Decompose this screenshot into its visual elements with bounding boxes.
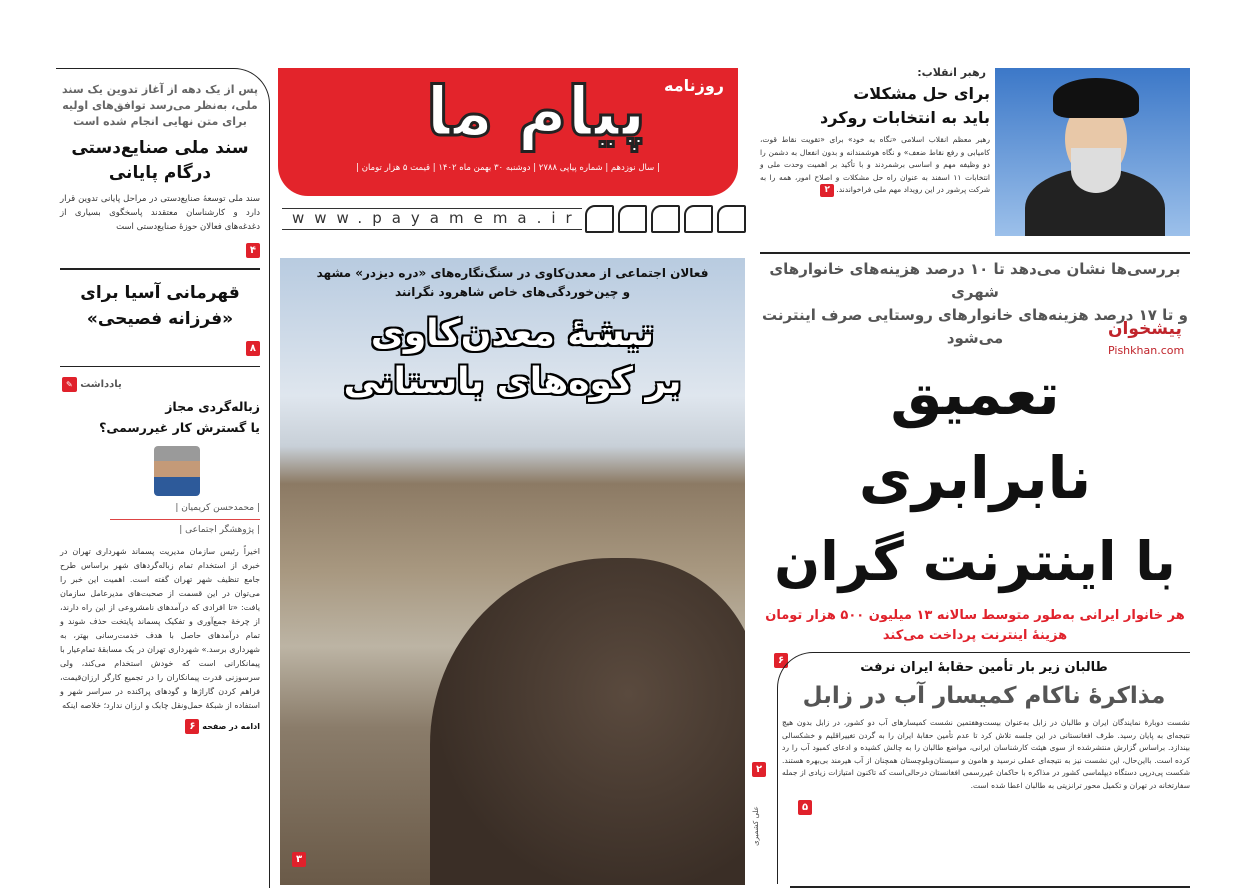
note-section-label: یادداشت <box>80 379 122 390</box>
page-badge: ۶ <box>185 719 199 734</box>
story-body: سند ملی توسعهٔ صنایع‌دستی در مراحل پایانی تدوین قرار دارد و کارشناسان معتقدند پاسخگوی بسیاری از دغدغه‌های فعالان حوزهٔ صنایع‌دستی است <box>60 194 260 232</box>
photo-story-kicker: فعالان اجتماعی از معدن‌کاوی در سنگ‌نگاره‌های «دره دیزدر» مشهد و چین‌خوردگی‌های خاص شاهرود نگرانند <box>316 266 709 299</box>
page-badge: ۳ <box>292 852 306 867</box>
website-url[interactable]: www.payamema.ir <box>282 208 582 230</box>
continued-label: ادامه در صفحه <box>202 722 260 731</box>
masthead[interactable] <box>278 68 738 196</box>
logo-boxes <box>585 205 746 233</box>
left-column <box>56 68 270 888</box>
page-badge: ۸ <box>246 341 260 356</box>
leader-story[interactable] <box>760 66 990 197</box>
note-body: اخیراً رئیس سازمان مدیریت پسماند شهرداری تهران در خبری از استخدام تمام زباله‌گردهای شهر براساس طرح جامع تنظیف شهر تهران گفته است. اهمیت این خبر را می‌توان در این قسمت از صحبت‌های مدیرعامل سازمان یافت: «تا افرادی که درآمدهای نامشروعی از این راه دارند، از چرخهٔ جمع‌آوری و تفکیک پسماند پایتخت حذف شوند و تمام درآمدهای حاصل با هدف خدمت‌رسانی بهتر، به شهرداری برسد.» شهرداری تهران در یک مسابقهٔ تمام‌عیار با پیمانکارانی است که خودش استخدام می‌کند، ولی سرسوزنی قدرت پیمانکاران را در تجمیع کارگر ارزان‌قیمت، فراهم کردن گاراژها و گودهای پراکنده در سراسر شهر و استفاده از شبکهٔ حمل‌ونقل چابک و ارزان ندارد؛ خلاصه اینکه <box>60 547 260 710</box>
story-title: مذاکرهٔ ناکام کمیسار آب در زابل <box>802 683 1166 709</box>
story-body: رهبر معظم انقلاب اسلامی «نگاه به خود» برای «تقویت نقاط قوت، کامیابی و رفع نقاط ضعف» و نگاه هوشمندانه و بدون انفعال به دشمن را دو وظیفه مهم و اساسی برشمردند و با تأکید بر اهمیت وحدت ملی و انتخابات ۱۱ اسفند به عنوان راه حل مشکلات و اصلاح امور، همه را به شرکت پرشور در این رویداد مهم ملی فراخواندند. ۲ <box>760 135 990 195</box>
page-badge: ۴ <box>246 243 260 258</box>
watermark: پیشخوان <box>1108 319 1182 339</box>
note-title: زباله‌گردی مجاز یا گسترش کار غیررسمی؟ <box>99 399 260 435</box>
page-badge: ۶ <box>774 653 788 668</box>
masthead-prefix: روزنامه <box>664 76 724 95</box>
main-title: تعمیق نابرابری با اینترنت گران <box>774 360 1176 593</box>
main-subtitle: هر خانوار ایرانی به‌طور متوسط سالانه ۱۳ میلیون ۵۰۰ هزار تومان هزینهٔ اینترنت پرداخت می‌کند <box>765 608 1185 643</box>
story-body: نشست دوبارهٔ نمایندگان ایران و طالبان در زابل به‌عنوان بیست‌وهفتمین نشست کمیسارهای آب دو کشور، در زابل بدون هیچ نتیجه‌ای به پایان رسید. طرف افغانستانی در این جلسه تلاش کرد تا عدم تأمین حقابهٔ ایران را به گردن تغییراقلیم و خشکسالی بیندازد. براساس گزارش منتشرشده از سوی هیئت کارشناسان ایرانی، مواضع طالبان را به چالش کشیده و ادعای کمبود آب را رد کرده است. بااین‌حال، این نشست نیز به نتیجه‌ای عملی نرسید و هامون و سیستان‌وبلوچستان همچنان از آب هیرمند بی‌بهره هستند. شکست پی‌درپی دستگاه دیپلماسی کشور در مذاکره با حاکمان غیررسمی افغانستان درحالی‌است که تاکنون امتیازات زیادی از جمله سفارتخانه در تهران و تکمیل محور ترانزیتی به طالبان اعطا شده است. <box>782 718 1190 790</box>
story-title: قهرمانی آسیا برای «فرزانه فصیحی» <box>80 282 240 329</box>
story-kicker: پس از یک دهه از آغاز تدوین یک سند ملی، به‌نظر می‌رسد توافق‌های اولیه برای متن نهایی انجام شده است <box>61 83 258 128</box>
story-title: سند ملی صنایع‌دستی درگام پایانی <box>71 138 249 183</box>
author-role: | پژوهشگر اجتماعی | <box>179 525 260 535</box>
story-handicrafts[interactable] <box>60 82 260 258</box>
petroglyph-rock-image <box>430 558 745 885</box>
photo-story[interactable] <box>280 258 745 885</box>
main-kicker: بررسی‌ها نشان می‌دهد تا ۱۰ درصد هزینه‌های خانوارهای شهری و تا ۱۷ درصد هزینه‌های خانوارهای روستایی صرف اینترنت می‌شود <box>762 260 1188 347</box>
photo-credit: علی کشمیری <box>751 806 760 846</box>
story-kicker: رهبر انقلاب: <box>917 66 986 79</box>
photo-story-title: تیشهٔ معدن‌کاوی بر کوه‌های باستانی <box>343 313 682 402</box>
page-badge: ۵ <box>798 800 812 815</box>
story-fasihi[interactable] <box>60 280 260 356</box>
credit-page-badge: ۲ <box>752 762 766 777</box>
issue-line: | سال نوزدهم | شماره پیاپی ۲۷۸۸ | دوشنبه ۳۰ بهمن ماه ۱۴۰۲ | قیمت ۵ هزار تومان | <box>356 163 660 173</box>
watermark-latin: Pishkhan.com <box>1108 344 1185 357</box>
page-badge: ۲ <box>820 184 834 197</box>
story-kicker: طالبان زیر بار تأمین حقابهٔ ایران نرفت <box>860 660 1108 675</box>
opinion-note[interactable] <box>60 377 260 734</box>
author-avatar <box>154 446 200 496</box>
leader-portrait <box>995 68 1190 236</box>
author-name: | محمدحسن کریمیان | <box>110 502 260 520</box>
taliban-story[interactable] <box>777 652 1190 884</box>
newspaper-logo: پیام ما <box>426 73 646 152</box>
story-title: برای حل مشکلات باید به انتخابات روکرد <box>820 84 990 127</box>
note-icon: ✎ <box>62 377 77 392</box>
